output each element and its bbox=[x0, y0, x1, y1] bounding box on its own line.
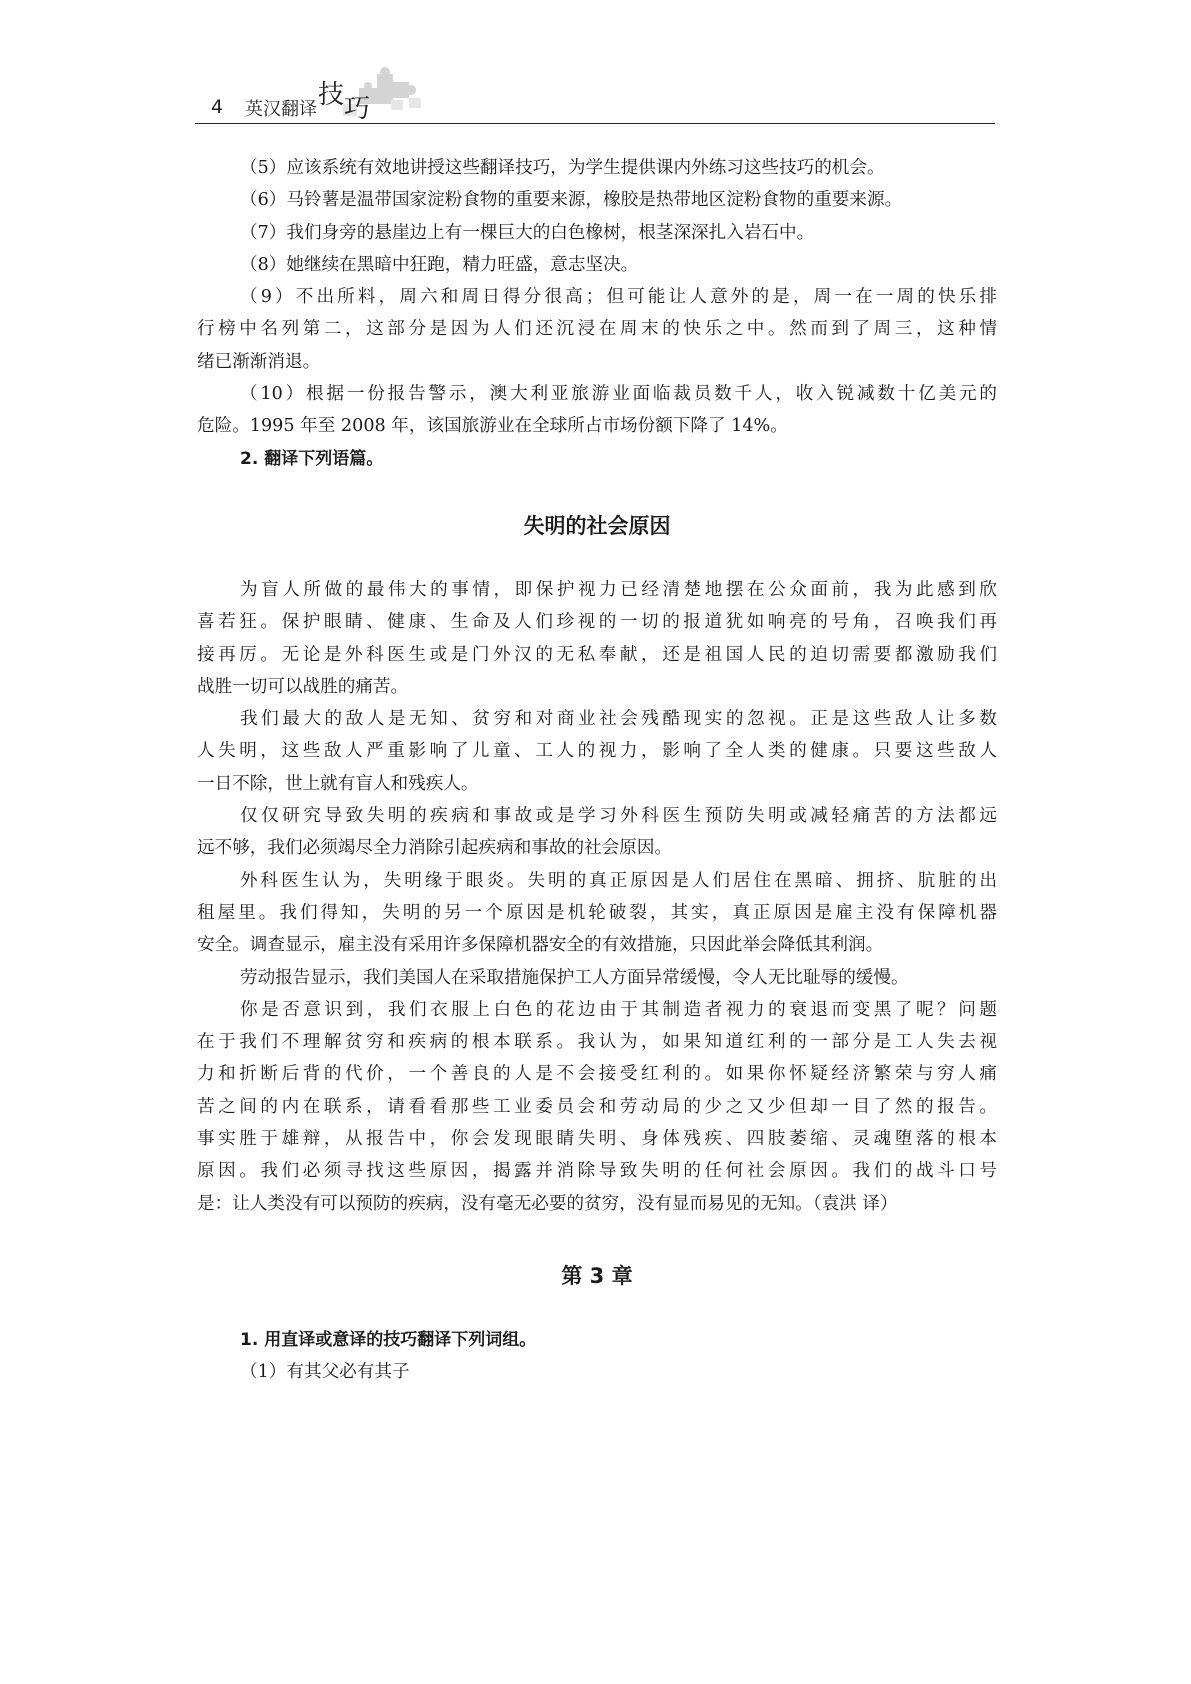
book-title-ji: 技 bbox=[318, 80, 345, 110]
paragraph bbox=[197, 800, 997, 865]
text-line: 事实胜于雄辩，从报告中，你会发现眼睛失明、身体残疾、四肢萎缩、灵魂堕落的根本 bbox=[197, 1129, 997, 1150]
text-line: 仅仅研究导致失明的疾病和事故或是学习外科医生预防失明或减轻痛苦的方法都远 bbox=[240, 806, 997, 827]
header-rule bbox=[195, 123, 995, 124]
chapter-task-1-label-text: 1. 用直译或意译的技巧翻译下列词组。 bbox=[240, 1329, 537, 1350]
exercise-item: （5）应该系统有效地讲授这些翻译技巧，为学生提供课内外练习这些技巧的机会。 bbox=[240, 158, 885, 178]
task-2-label bbox=[197, 443, 997, 475]
text-line: 一日不除，世上就有盲人和残疾人。 bbox=[197, 773, 479, 794]
text-line: 绪已渐渐消退。 bbox=[197, 351, 321, 372]
text-line: 力和折断后背的代价，一个善良的人是不会接受红利的。如果你怀疑经济繁荣与穷人痛 bbox=[197, 1064, 997, 1085]
passage-title: 失明的社会原因 bbox=[523, 513, 671, 538]
text-line: 行榜中名列第二，这部分是因为人们还沉浸在周末的快乐之中。然而到了周三，这种情 bbox=[197, 319, 997, 340]
exercise-item: （6）马铃薯是温带国家淀粉食物的重要来源，橡胶是热带地区淀粉食物的重要来源。 bbox=[240, 190, 903, 211]
text-line: 远不够，我们必须竭尽全力消除引起疾病和事故的社会原因。 bbox=[197, 838, 673, 859]
exercise-item: （1）有其父必有其子 bbox=[240, 1362, 410, 1383]
text-line: 为盲人所做的最伟大的事情，即保护视力已经清楚地摆在公众面前，我为此感到欣 bbox=[240, 579, 997, 600]
exercise-item: （7）我们身旁的悬崖边上有一棵巨大的白色橡树，根茎深深扎入岩石中。 bbox=[240, 222, 815, 243]
text-line: 我们最大的敌人是无知、贫穷和对商业社会残酷现实的忽视。正是这些敌人让多数 bbox=[240, 709, 997, 730]
text-line: 你是否意识到，我们衣服上白色的花边由于其制造者视力的衰退而变黑了呢？问题 bbox=[240, 999, 997, 1020]
exercise-item-9 bbox=[197, 281, 997, 378]
book-title bbox=[245, 82, 370, 124]
text-line: 在于我们不理解贫穷和疾病的根本联系。我认为，如果知道红利的一部分是工人失去视 bbox=[197, 1032, 997, 1053]
paragraph bbox=[197, 994, 997, 1220]
text-line: 外科医生认为，失明缘于眼炎。失明的真正原因是人们居住在黑暗、拥挤、肮脏的出 bbox=[240, 870, 997, 891]
paragraph bbox=[197, 962, 997, 994]
text-line: 危险。1995 年至 2008 年，该国旅游业在全球所占市场份额下降了 14%。 bbox=[197, 416, 788, 437]
page-content bbox=[197, 152, 997, 1389]
running-header bbox=[195, 80, 995, 124]
paragraph bbox=[197, 574, 997, 703]
text-line: 战胜一切可以战胜的痛苦。 bbox=[197, 676, 409, 697]
chapter-task-1-label bbox=[197, 1324, 997, 1356]
text-line: 安全。调查显示，雇主没有采用许多保障机器安全的有效措施，只因此举会降低其利润。 bbox=[197, 935, 884, 956]
text-line: 劳动报告显示，我们美国人在采取措施保护工人方面异常缓慢，令人无比耻辱的缓慢。 bbox=[240, 967, 909, 988]
paragraph bbox=[197, 865, 997, 962]
exercise-item-10 bbox=[197, 378, 997, 443]
exercise-item: （8）她继续在黑暗中狂跑，精力旺盛，意志坚决。 bbox=[240, 254, 639, 275]
text-line: 是：让人类没有可以预防的疾病，没有毫无必要的贫穷，没有显而易见的无知。（袁洪 译） bbox=[197, 1193, 898, 1214]
paragraph bbox=[197, 703, 997, 800]
text-line: 喜若狂。保护眼睛、健康、生命及人们珍视的一切的报道犹如响亮的号角，召唤我们再 bbox=[197, 612, 997, 633]
page-number: 4 bbox=[211, 96, 224, 118]
text-line: 原因。我们必须寻找这些原因，揭露并消除导致失明的任何社会原因。我们的战斗口号 bbox=[197, 1161, 997, 1182]
text-line: 苦之间的内在联系，请看看那些工业委员会和劳动局的少之又少但却一目了然的报告。 bbox=[197, 1096, 997, 1117]
text-line: （10）根据一份报告警示，澳大利亚旅游业面临裁员数千人，收入锐减数十亿美元的 bbox=[240, 384, 997, 405]
task-2-label-text: 2. 翻译下列语篇。 bbox=[240, 448, 384, 469]
chapter-title: 第 3 章 bbox=[561, 1263, 633, 1288]
text-line: 租屋里。我们得知，失明的另一个原因是机轮破裂，其实，真正原因是雇主没有保障机器 bbox=[197, 902, 997, 923]
book-title-main: 英汉翻译 bbox=[245, 99, 317, 120]
text-line: 人失明，这些敌人严重影响了儿童、工人的视力，影响了全人类的健康。只要这些敌人 bbox=[197, 741, 997, 762]
text-line: 接再厉。无论是外科医生或是门外汉的无私奉献，还是祖国人民的迫切需要都激励我们 bbox=[197, 644, 997, 665]
text-line: （9）不出所料，周六和周日得分很高；但可能让人意外的是，周一在一周的快乐排 bbox=[240, 287, 997, 308]
book-title-qiao: 巧 bbox=[344, 94, 371, 124]
